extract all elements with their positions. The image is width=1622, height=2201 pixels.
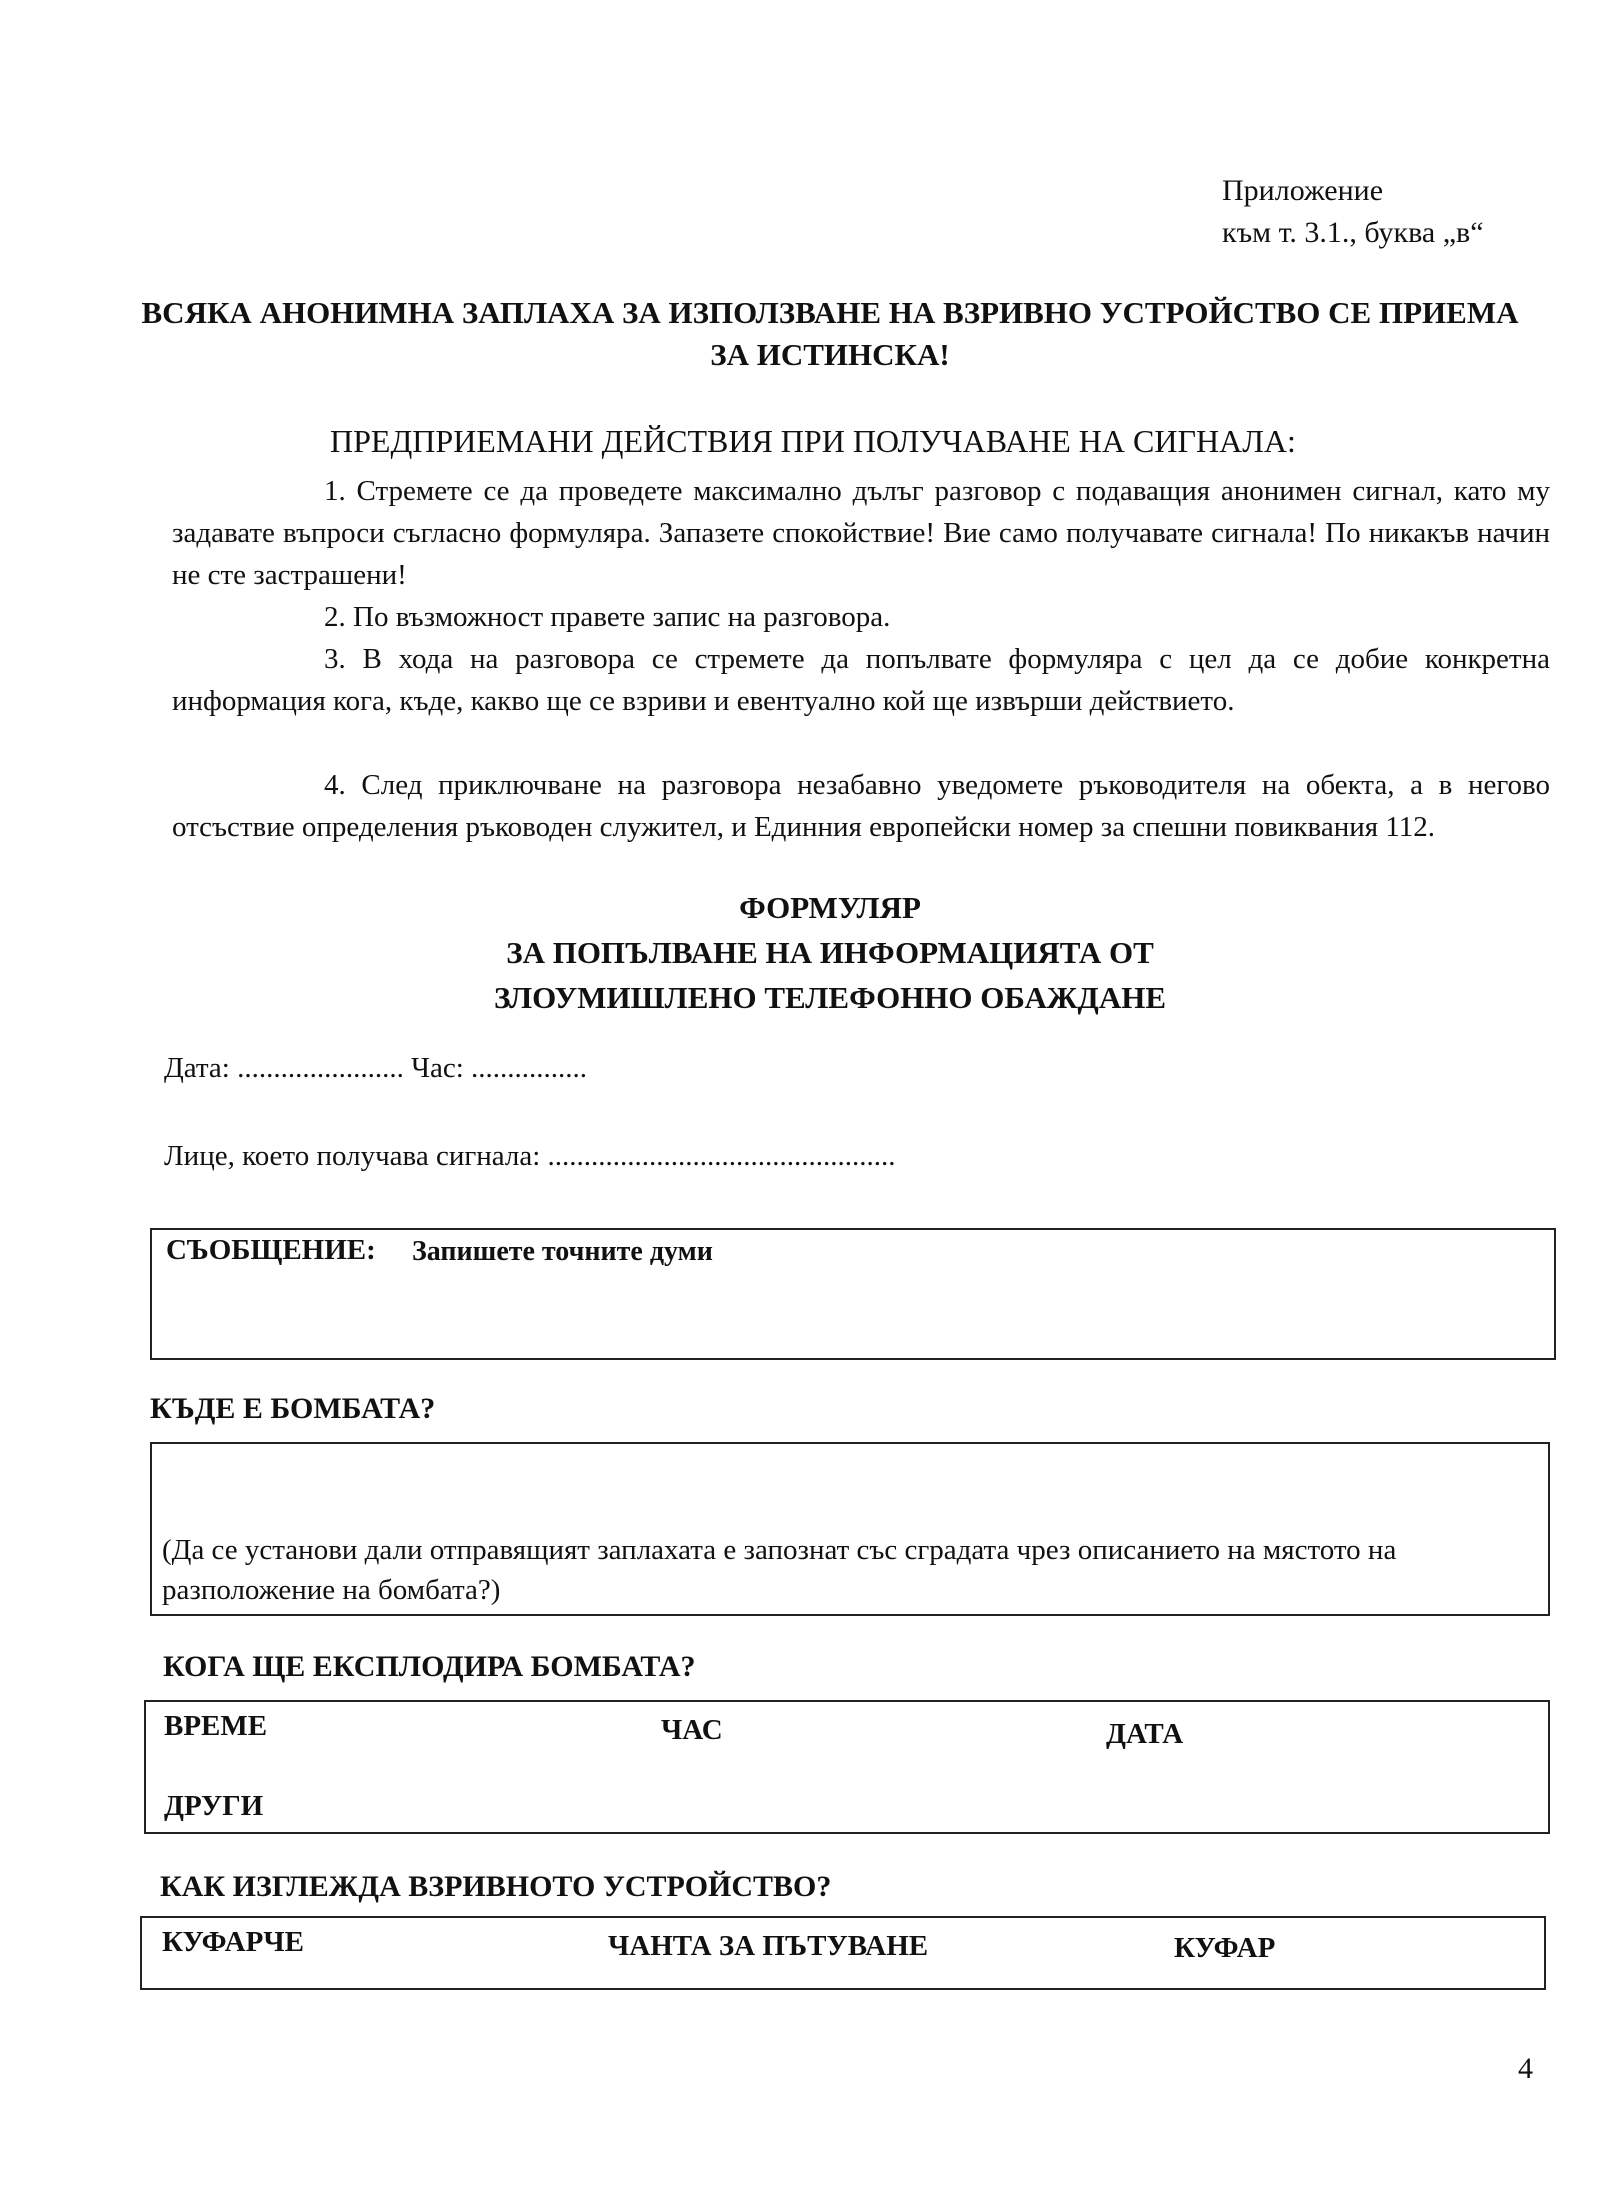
when-time-label: ВРЕМЕ [164,1710,268,1742]
action-item-2: 2. По възможност правете запис на разговора. [324,601,891,633]
receiver-field[interactable]: Лице, което получава сигнала: ................................................ [164,1140,896,1172]
device-heading: КАК ИЗГЛЕЖДА ВЗРИВНОТО УСТРОЙСТВО? [160,1870,832,1903]
device-box[interactable] [140,1916,1546,1990]
appendix-line-2: към т. 3.1., буква „в“ [1222,216,1484,249]
form-title-line-1: ФОРМУЛЯР [739,890,921,925]
message-hint: Запишете точните думи [412,1236,713,1267]
when-heading: КОГА ЩЕ ЕКСПЛОДИРА БОМБАТА? [163,1650,696,1683]
where-note: (Да се установи дали отправящият заплахата е запознат със сградата чрез описанието на мястото на разположение на бомбата?) [162,1534,1397,1606]
appendix-line-1: Приложение [1222,174,1384,207]
device-option-briefcase: КУФАРЧЕ [162,1926,304,1958]
appendix-reference [1222,170,1484,254]
where-heading: КЪДЕ Е БОМБАТА? [150,1392,436,1425]
actions-title: ПРЕДПРИЕМАНИ ДЕЙСТВИЯ ПРИ ПОЛУЧАВАНЕ НА СИГНАЛА: [330,423,1296,459]
form-title-line-3: ЗЛОУМИШЛЕНО ТЕЛЕФОННО ОБАЖДАНЕ [493,980,1167,1015]
when-date-label: ДАТА [1106,1718,1184,1750]
warning-heading: ВСЯКА АНОНИМНА ЗАПЛАХА ЗА ИЗПОЛЗВАНЕ НА ВЗРИВНО УСТРОЙСТВО СЕ ПРИЕМА ЗА ИСТИНСКА! [141,295,1519,372]
action-item-1: 1. Стремете се да проведете максимално дълъг разговор с подаващия анонимен сигнал, като му задавате въпроси съгласно формуляра. Запазете спокойствие! Вие само получавате сигнала! По никакъв начин не сте застрашени! [172,475,1550,591]
where-box[interactable] [150,1442,1550,1616]
when-hour-label: ЧАС [661,1714,723,1746]
when-other-label: ДРУГИ [164,1790,264,1822]
action-item-4: 4. След приключване на разговора незабавно уведомете ръководителя на обекта, а в негово отсъствие определения ръководен служител, и Единния европейски номер за спешни повиквания 112. [172,769,1550,843]
when-box[interactable] [144,1700,1550,1834]
device-option-travel-bag: ЧАНТА ЗА ПЪТУВАНЕ [608,1930,929,1962]
date-time-field[interactable]: Дата: ....................... Час: ................ [164,1052,588,1084]
action-item-3: 3. В хода на разговора се стремете да попълвате формуляра с цел да се добие конкретна информация кога, къде, какво ще се взриви и евентуално кой ще извърши действието. [172,643,1550,717]
message-label: СЪОБЩЕНИЕ: [166,1234,376,1266]
message-box[interactable] [150,1228,1556,1360]
form-title-line-2: ЗА ПОПЪЛВАНЕ НА ИНФОРМАЦИЯТА ОТ [506,935,1154,970]
device-option-suitcase: КУФАР [1174,1932,1276,1964]
page-number: 4 [1518,2052,1533,2085]
form-title [140,885,1520,1020]
